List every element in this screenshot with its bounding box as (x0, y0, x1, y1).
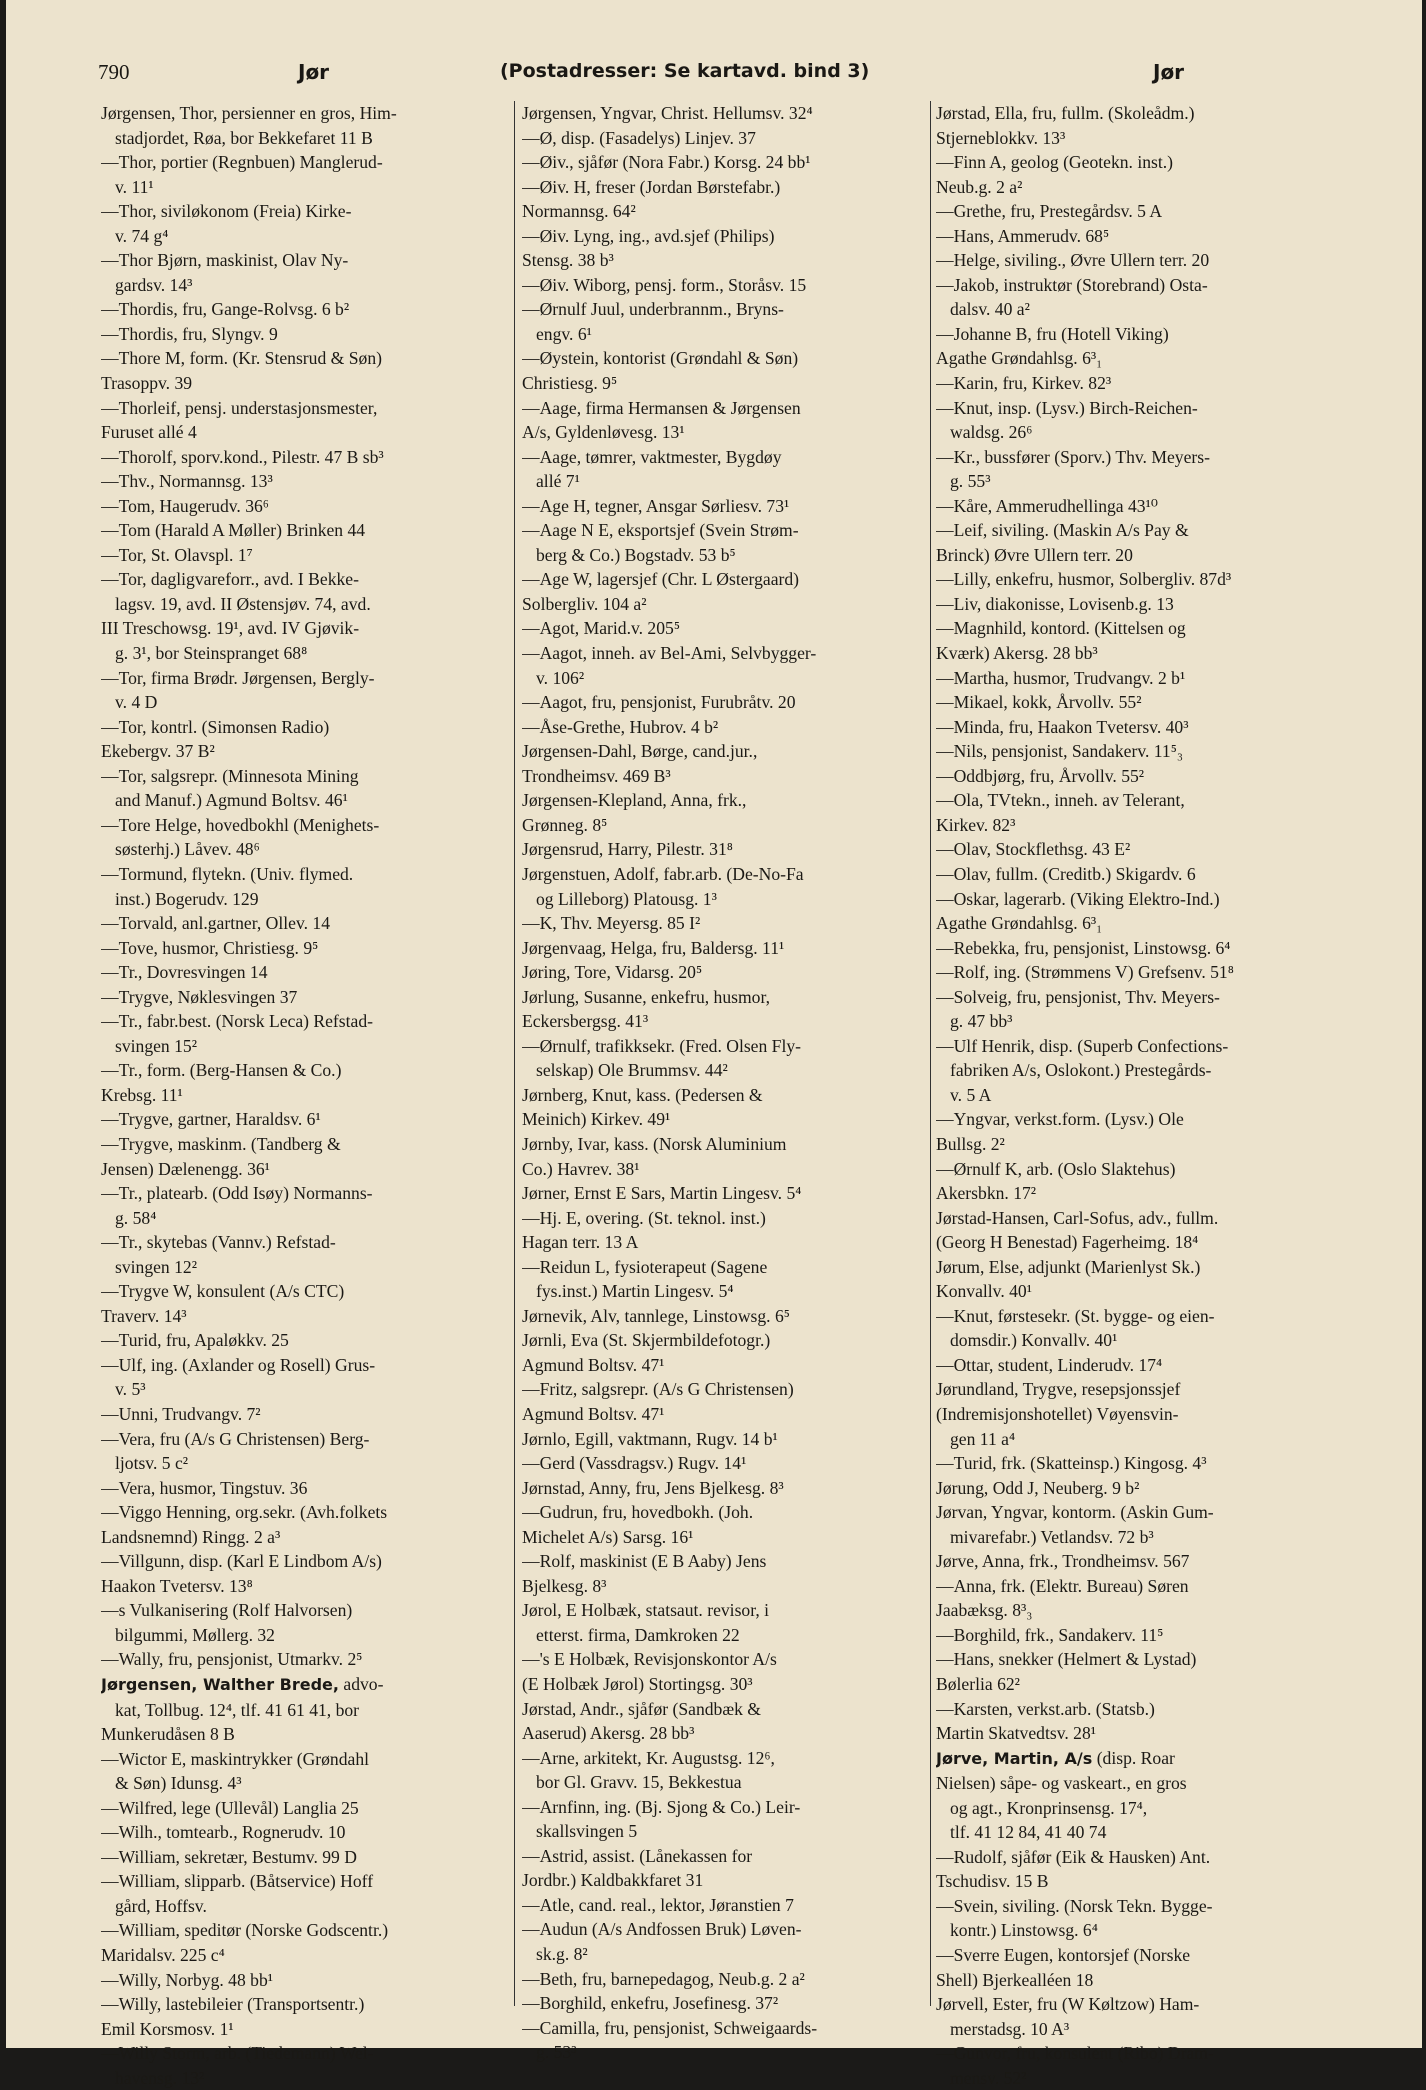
directory-line: mivarefabr.) Vetlandsv. 72 b³ (950, 1526, 1154, 1547)
directory-line: Martin Skatvedtsv. 28¹ (936, 1723, 1097, 1744)
directory-line: —Turid, frk. (Skatteinsp.) Kingosg. 4³ (936, 1453, 1207, 1474)
directory-line: —'s E Holbæk, Revisjonskontor A/s (522, 1649, 777, 1670)
directory-line: v. 74 g⁴ (115, 225, 169, 246)
directory-line: —Yngvar, verkst.form. (Lysv.) Ole (936, 1109, 1184, 1130)
directory-line: —Ø, disp. (Fasadelys) Linjev. 37 (522, 127, 756, 148)
directory-line: —K, Thv. Meyersg. 85 I² (522, 913, 701, 934)
directory-line: Tschudisv. 15 B (936, 1871, 1049, 1892)
directory-line: —Svein, siviling. (Norsk Tekn. Bygge- (936, 1895, 1213, 1916)
directory-line: Kværk) Akersg. 28 bb³ (936, 643, 1098, 664)
directory-line: —Gunvor, fru, konsulent (Ribo) Dram- (936, 2043, 1214, 2064)
directory-line: Jørgensen, Walther Brede, advo- (101, 1674, 384, 1694)
directory-line: v. 106² (536, 667, 585, 688)
directory-line: v. 5³ (115, 1379, 146, 1400)
directory-line: —Camilla, fru, pensjonist, Schweigaards- (522, 2017, 818, 2038)
directory-line: —Tormund, flytekn. (Univ. flymed. (101, 863, 354, 884)
directory-line: —Tore Helge, hovedbokhl (Menighets- (101, 814, 380, 835)
directory-line: g. 47 bb³ (950, 1011, 1013, 1032)
directory-line: —William, sekretær, Bestumv. 99 D (101, 1846, 357, 1867)
directory-line: Co.) Havrev. 38¹ (522, 1158, 640, 1179)
directory-line: (Indremisjonshotellet) Vøyensvin- (936, 1403, 1179, 1424)
directory-line: —Oddbjørg, fru, Årvollv. 55² (936, 765, 1145, 786)
directory-line: Jøring, Tore, Vidarsg. 20⁵ (522, 962, 703, 983)
directory-line: Jørnby, Ivar, kass. (Norsk Aluminium (522, 1133, 787, 1154)
directory-line: —Nils, pensjonist, Sandakerv. 11⁵₃ (936, 741, 1183, 762)
directory-line: and Manuf.) Agmund Boltsv. 46¹ (115, 790, 348, 811)
directory-line: —Wictor E, maskintrykker (Grøndahl (101, 1748, 370, 1769)
directory-line: Nielsen) såpe- og vaskeart., en gros (936, 1773, 1187, 1794)
directory-line: g. 3¹, bor Steinspranget 68⁸ (115, 643, 308, 664)
directory-line: —Torvald, anl.gartner, Ollev. 14 (101, 913, 330, 934)
directory-line: —Aage, tømrer, vaktmester, Bygdøy (522, 446, 782, 467)
column-2 (522, 101, 924, 2065)
directory-line: Jørnberg, Knut, kass. (Pedersen & (522, 1084, 763, 1105)
directory-line: —Olav, Stockflethsg. 43 E² (936, 839, 1131, 860)
directory-line: Normannsg. 64² (522, 201, 636, 222)
directory-line: —Aagot, inneh. av Bel-Ami, Selvbygger- (522, 643, 817, 664)
directory-line: Maridalsv. 225 c⁴ (101, 1945, 225, 1966)
directory-line: —Tom, Haugerudv. 36⁶ (101, 495, 269, 516)
directory-line: Jørner, Ernst E Sars, Martin Lingesv. 5⁴ (522, 1183, 802, 1204)
directory-line: Christiesg. 9⁵ (522, 373, 618, 394)
directory-line: Agathe Grøndahlsg. 6³₁ (936, 348, 1103, 369)
directory-line: tlf. 41 12 84, 41 40 74 (950, 1822, 1107, 1843)
directory-line: Solbergliv. 104 a² (522, 593, 647, 614)
directory-line: gardsv. 14³ (115, 274, 193, 295)
directory-line: gen 11 a⁴ (950, 1428, 1016, 1449)
directory-line: —Tr., platearb. (Odd Isøy) Normanns- (101, 1183, 373, 1204)
column-divider (514, 101, 515, 2006)
directory-line: Bjelkesg. 8³ (522, 1575, 607, 1596)
directory-line: berg & Co.) Bogstadv. 53 b⁵ (536, 544, 736, 565)
directory-line: Jørstad, Andr., sjåfør (Sandbæk & (522, 1698, 761, 1719)
directory-line: Agmund Boltsv. 47¹ (522, 1403, 665, 1424)
directory-line: Jordbr.) Kaldbakkfaret 31 (522, 1870, 704, 1891)
directory-line: v. 11¹ (115, 176, 154, 197)
directory-line: —Kåre, Ammerudhellinga 43¹⁰ (936, 495, 1158, 516)
directory-line: —Karsten, verkst.arb. (Statsb.) (936, 1698, 1155, 1719)
directory-line: —Aage N E, eksportsjef (Svein Strøm- (522, 520, 799, 541)
directory-line: engv. 6¹ (536, 323, 592, 344)
directory-line: Trondheimsv. 469 B³ (522, 765, 671, 786)
directory-line: Michelet A/s) Sarsg. 16¹ (522, 1526, 694, 1547)
directory-line: Jørnli, Eva (St. Skjermbildefotogr.) (522, 1330, 771, 1351)
directory-line: Jørnstad, Anny, fru, Jens Bjelkesg. 8³ (522, 1477, 784, 1498)
directory-line: —Karin, fru, Kirkev. 82³ (936, 373, 1112, 394)
directory-line: skallsvingen 5 (536, 1821, 638, 1842)
directory-line: Kirkev. 82³ (936, 814, 1016, 835)
directory-line: Jørstad-Hansen, Carl-Sofus, adv., fullm. (936, 1207, 1219, 1228)
directory-line: Jørgensen-Dahl, Børge, cand.jur., (522, 741, 758, 762)
directory-line: —Thor, siviløkonom (Freia) Kirke- (101, 201, 352, 222)
directory-line: Agmund Boltsv. 47¹ (522, 1354, 665, 1375)
directory-line: v. 5 A (950, 1084, 992, 1105)
directory-line: stadjordet, Røa, bor Bekkefaret 11 B (115, 127, 373, 148)
directory-line: og Lilleborg) Platousg. 1³ (536, 888, 717, 909)
directory-line: —Villgunn, disp. (Karl E Lindbom A/s) (101, 1551, 382, 1572)
directory-line: Jørgensen-Klepland, Anna, frk., (522, 790, 747, 811)
directory-line: inst.) Bogerudv. 129 (115, 888, 259, 909)
directory-line: —Trygve, gartner, Haraldsv. 6¹ (101, 1109, 321, 1130)
directory-line: —Liv, diakonisse, Lovisenb.g. 13 (936, 593, 1174, 614)
column-divider (930, 101, 931, 2006)
directory-line: —Borghild, frk., Sandakerv. 11⁵ (936, 1624, 1164, 1645)
directory-line: svingen 12² (115, 1256, 197, 1277)
directory-line: g. 53³ (536, 2042, 577, 2063)
directory-line: merstadsg. 10 A³ (950, 2018, 1070, 2039)
directory-line: Jaabæksg. 8³₃ (936, 1600, 1033, 1621)
directory-line: Neub.g. 2 a² (936, 176, 1023, 197)
directory-line: —Tove, husmor, Christiesg. 9⁵ (101, 937, 319, 958)
directory-line: —Thorleif, pensj. understasjonsmester, (101, 397, 378, 418)
directory-line: g. 58⁴ (115, 1207, 157, 1228)
directory-line: —Magnhild, kontord. (Kittelsen og (936, 618, 1186, 639)
directory-line: —Anna, frk. (Elektr. Bureau) Søren (936, 1575, 1189, 1596)
directory-line: —Turid, fru, Apaløkkv. 25 (101, 1330, 289, 1351)
directory-line: Krebsg. 11¹ (101, 1084, 183, 1105)
directory-line: —Atle, cand. real., lektor, Jøranstien 7 (522, 1894, 794, 1915)
directory-line: ljotsv. 5 c² (115, 1453, 189, 1474)
directory-line: (E Holbæk Jørol) Stortingsg. 30³ (522, 1674, 753, 1694)
directory-line: waldsg. 26⁶ (950, 422, 1033, 443)
directory-line: —Leif, siviling. (Maskin A/s Pay & (936, 520, 1189, 541)
directory-line: —Trygve W, konsulent (A/s CTC) (101, 1281, 345, 1302)
directory-line: —Reidun L, fysioterapeut (Sagene (522, 1256, 768, 1277)
directory-line: —Oskar, lagerarb. (Viking Elektro-Ind.) (936, 888, 1220, 909)
directory-line: Jørnlo, Egill, vaktmann, Rugv. 14 b¹ (522, 1428, 778, 1449)
directory-line: etterst. firma, Damkroken 22 (536, 1624, 740, 1645)
directory-line: —Øystein, kontorist (Grøndahl & Søn) (522, 348, 799, 369)
directory-line: —Viggo Henning, org.sekr. (Avh.folkets (101, 1502, 388, 1523)
directory-line: —Tom (Harald A Møller) Brinken 44 (101, 520, 366, 541)
directory-line: Ekebergv. 37 B² (101, 741, 215, 762)
directory-line: —Tr., fabr.best. (Norsk Leca) Refstad- (101, 1011, 373, 1032)
directory-line: Jørvan, Yngvar, kontorm. (Askin Gum- (936, 1502, 1214, 1523)
directory-line: Jørgensen, Yngvar, Christ. Hellumsv. 32⁴ (522, 103, 813, 123)
directory-line: A/s, Gyldenløvesg. 13¹ (522, 422, 685, 443)
directory-line: Jørnevik, Alv, tannlege, Linstowsg. 6⁵ (522, 1305, 790, 1326)
directory-line: —Tor, firma Brødr. Jørgensen, Bergly- (101, 667, 375, 688)
directory-line: —Wally, fru, pensjonist, Utmarkv. 2⁵ (101, 1649, 363, 1670)
directory-line: Agathe Grøndahlsg. 6³₁ (936, 913, 1103, 934)
directory-line: —Aage, firma Hermansen & Jørgensen (522, 397, 801, 418)
directory-line: kontr.) Linstowsg. 6⁴ (950, 1920, 1098, 1941)
directory-line: Jørgenvaag, Helga, fru, Baldersg. 11¹ (522, 937, 785, 958)
directory-line: Jørvell, Ester, fru (W Køltzow) Ham- (936, 1994, 1200, 2015)
directory-line: Grønneg. 8⁵ (522, 814, 608, 835)
directory-line: Konvallv. 40¹ (936, 1281, 1033, 1302)
header-left-keyword: Jør (298, 60, 330, 84)
directory-line: Traverv. 14³ (101, 1305, 187, 1326)
directory-line: —Solveig, fru, pensjonist, Thv. Meyers- (936, 986, 1220, 1007)
directory-line: —s Vulkanisering (Rolf Halvorsen) (101, 1600, 353, 1621)
directory-line: —Rolf, ing. (Strømmens V) Grefsenv. 51⁸ (936, 962, 1234, 983)
directory-line: —Øiv. Lyng, ing., avd.sjef (Philips) (522, 225, 775, 246)
directory-line: v. 4 D (115, 692, 158, 713)
directory-line: —Rolf, maskinist (E B Aaby) Jens (522, 1551, 767, 1572)
directory-line: —Åse-Grethe, Hubrov. 4 b² (522, 716, 719, 737)
directory-line: —Fritz, salgsrepr. (A/s G Christensen) (522, 1379, 794, 1400)
directory-line: —Trygve, Nøklesvingen 37 (101, 986, 298, 1007)
directory-line: —Arnfinn, ing. (Bj. Sjong & Co.) Leir- (522, 1796, 801, 1817)
directory-line: bor Gl. Gravv. 15, Bekkestua (536, 1772, 742, 1793)
header-center-note: (Postadresser: Se kartavd. bind 3) (500, 60, 870, 82)
directory-line: —Kr., bussfører (Sporv.) Thv. Meyers- (936, 446, 1210, 467)
directory-line: Jørum, Else, adjunkt (Marienlyst Sk.) (936, 1256, 1201, 1277)
directory-line: Emil Korsmosv. 1¹ (101, 2018, 234, 2039)
directory-line: domsdir.) Konvallv. 40¹ (950, 1330, 1118, 1351)
directory-line: og agt., Kronprinsensg. 17⁴, (950, 1797, 1148, 1818)
directory-line: Hagan terr. 13 A (522, 1232, 639, 1253)
column-1 (101, 101, 506, 2090)
directory-line: & Søn) Idunsg. 4³ (115, 1773, 242, 1794)
directory-line: Jørve, Anna, frk., Trondheimsv. 567 (936, 1551, 1190, 1572)
directory-line: bilgummi, Møllerg. 32 (115, 1624, 275, 1645)
directory-line: —Tor, dagligvareforr., avd. I Bekke- (101, 569, 359, 590)
directory-line: Bullsg. 2² (936, 1133, 1005, 1154)
directory-line: —Thordis, fru, Gange-Rolvsg. 6 b² (101, 299, 350, 320)
directory-line: —Tr., form. (Berg-Hansen & Co.) (101, 1060, 342, 1081)
directory-line: Trasoppv. 39 (101, 373, 193, 394)
directory-line: kat, Tollbug. 12⁴, tlf. 41 61 41, bor (115, 1699, 360, 1720)
directory-line: —Agot, Marid.v. 205⁵ (522, 618, 680, 639)
directory-line: Eckersbergsg. 41³ (522, 1011, 649, 1032)
directory-line: —Wilh., tomtearb., Rognerudv. 10 (101, 1822, 346, 1843)
directory-line: Bølerlia 62² (936, 1674, 1020, 1694)
directory-line: Munkerudåsen 8 B (101, 1724, 235, 1745)
directory-line: g. 55³ (950, 471, 991, 492)
directory-line: —Trygve, maskinm. (Tandberg & (101, 1133, 341, 1154)
directory-line: —William, slipparb. (Båtservice) Hoff (101, 1871, 374, 1892)
directory-line: —Thore M, form. (Kr. Stensrud & Søn) (101, 348, 382, 369)
directory-line: —Willy Storm, arb. (Tiedemann) Wel- (101, 2043, 374, 2064)
directory-line: —Thordis, fru, Slyngv. 9 (101, 323, 278, 344)
page-header (98, 60, 1338, 96)
directory-line: Akersbkn. 17² (936, 1183, 1037, 1204)
directory-line: —Rebekka, fru, pensjonist, Linstowsg. 6⁴ (936, 937, 1231, 958)
directory-line: lagsv. 19, avd. II Østensjøv. 74, avd. (115, 593, 371, 614)
directory-line: —Wilfred, lege (Ullevål) Langlia 25 (101, 1797, 359, 1818)
directory-line: —Tr., skytebas (Vannv.) Refstad- (101, 1232, 336, 1253)
directory-line: —Thorolf, sporv.kond., Pilestr. 47 B sb³ (101, 446, 384, 467)
directory-line: III Treschowsg. 19¹, avd. IV Gjøvik- (101, 618, 360, 639)
directory-line: Jørgensrud, Harry, Pilestr. 31⁸ (522, 839, 733, 860)
directory-line: —Willy, Norbyg. 48 bb¹ (101, 1969, 274, 1990)
directory-line: —Helge, siviling., Øvre Ullern terr. 20 (936, 250, 1210, 271)
directory-line: —Jakob, instruktør (Storebrand) Osta- (936, 274, 1208, 295)
directory-line: Stensg. 38 b³ (522, 250, 614, 271)
directory-line: Jørlung, Susanne, enkefru, husmor, (522, 986, 771, 1007)
directory-line: Haakon Tvetersv. 13⁸ (101, 1575, 253, 1596)
directory-line: —Age W, lagersjef (Chr. L Østergaard) (522, 569, 800, 590)
directory-line: —Knut, førstesekr. (St. bygge- og eien- (936, 1305, 1215, 1326)
directory-line: mensv. 52² (950, 2067, 1027, 2088)
directory-line: —Øiv. Wiborg, pensj. form., Storåsv. 15 (522, 274, 807, 295)
directory-line: Furuset allé 4 (101, 422, 197, 443)
directory-line: fabriken A/s, Oslokont.) Prestegårds- (950, 1060, 1212, 1081)
directory-line: —Grethe, fru, Prestegårdsv. 5 A (936, 201, 1163, 222)
directory-line: —William, speditør (Norske Godscentr.) (101, 1920, 389, 1941)
directory-line: havensg. 13² (115, 2067, 205, 2088)
directory-line: Landsnemnd) Ringg. 2 a³ (101, 1526, 281, 1547)
directory-line: —Unni, Trudvangv. 7² (101, 1403, 261, 1424)
directory-page (6, 0, 1422, 2088)
directory-line: —Sverre Eugen, kontorsjef (Norske (936, 1945, 1191, 1966)
directory-line: —Hans, snekker (Helmert & Lystad) (936, 1649, 1197, 1670)
directory-line: —Audun (A/s Andfossen Bruk) Løven- (522, 1919, 802, 1940)
directory-line: selskap) Ole Brummsv. 44² (536, 1060, 728, 1081)
directory-line: —Knut, insp. (Lysv.) Birch-Reichen- (936, 397, 1198, 418)
directory-line: —Vera, husmor, Tingstuv. 36 (101, 1477, 308, 1498)
directory-line: Jørundland, Trygve, resepsjonssjef (936, 1379, 1181, 1400)
directory-line: —Hj. E, overing. (St. teknol. inst.) (522, 1207, 766, 1228)
directory-line: —Gudrun, fru, hovedbokh. (Joh. (522, 1502, 754, 1523)
directory-line: —Martha, husmor, Trudvangv. 2 b¹ (936, 667, 1186, 688)
directory-line: —Thv., Normannsg. 13³ (101, 471, 273, 492)
directory-line: (Georg H Benestad) Fagerheimg. 18⁴ (936, 1232, 1199, 1253)
directory-line: Jørstad, Ella, fru, fullm. (Skoleådm.) (936, 103, 1195, 123)
directory-line: Jensen) Dælenengg. 36¹ (101, 1158, 270, 1179)
directory-line: Meinich) Kirkev. 49¹ (522, 1109, 671, 1130)
directory-line: —Age H, tegner, Ansgar Sørliesv. 73¹ (522, 495, 790, 516)
directory-line: —Rudolf, sjåfør (Eik & Hausken) Ant. (936, 1846, 1211, 1867)
directory-line: Jørve, Martin, A/s (disp. Roar (936, 1747, 1175, 1768)
directory-line: —Tr., Dovresvingen 14 (101, 962, 268, 983)
directory-line: —Ulf, ing. (Axlander og Rosell) Grus- (101, 1354, 376, 1375)
directory-line: —Mikael, kokk, Årvollv. 55² (936, 692, 1142, 713)
directory-line: —Finn A, geolog (Geotekn. inst.) (936, 152, 1174, 173)
directory-line: —Aagot, fru, pensjonist, Furubråtv. 20 (522, 692, 796, 713)
directory-line: gård, Hoffsv. (115, 1895, 207, 1916)
directory-line: —Ørnulf K, arb. (Oslo Slaktehus) (936, 1158, 1176, 1179)
directory-line: søsterhj.) Låvev. 48⁶ (115, 839, 260, 860)
directory-line: sk.g. 8² (536, 1944, 588, 1965)
page-number: 790 (98, 60, 130, 84)
directory-line: —Astrid, assist. (Lånekassen for (522, 1845, 753, 1866)
directory-line: dalsv. 40 a² (950, 299, 1030, 320)
directory-line: —Olav, fullm. (Creditb.) Skigardv. 6 (936, 863, 1196, 884)
directory-line: fys.inst.) Martin Lingesv. 5⁴ (536, 1281, 734, 1302)
directory-line: —Thor, portier (Regnbuen) Manglerud- (101, 152, 383, 173)
directory-line: allé 7¹ (536, 471, 580, 492)
directory-line: —Thor Bjørn, maskinist, Olav Ny- (101, 250, 349, 271)
directory-line: —Ola, TVtekn., inneh. av Telerant, (936, 790, 1185, 811)
directory-line: —Tor, salgsrepr. (Minnesota Mining (101, 765, 359, 786)
directory-line: —Ottar, student, Linderudv. 17⁴ (936, 1354, 1163, 1375)
directory-line: Shell) Bjerkealléen 18 (936, 1969, 1094, 1990)
directory-line: —Borghild, enkefru, Josefinesg. 37² (522, 1993, 779, 2014)
directory-line: Jørgenstuen, Adolf, fabr.arb. (De-No-Fa (522, 863, 804, 884)
directory-line: Stjerneblokkv. 13³ (936, 127, 1066, 148)
directory-line: —Tor, kontrl. (Simonsen Radio) (101, 716, 330, 737)
directory-line: —Vera, fru (A/s G Christensen) Berg- (101, 1428, 370, 1449)
directory-line: —Ørnulf, trafikksekr. (Fred. Olsen Fly- (522, 1035, 802, 1056)
directory-line: —Ørnulf Juul, underbrannm., Bryns- (522, 299, 784, 320)
directory-line: —Beth, fru, barnepedagog, Neub.g. 2 a² (522, 1968, 805, 1989)
directory-line: —Minda, fru, Haakon Tvetersv. 40³ (936, 716, 1189, 737)
directory-line: —Johanne B, fru (Hotell Viking) (936, 323, 1169, 344)
directory-line: —Øiv., sjåfør (Nora Fabr.) Korsg. 24 bb¹ (522, 152, 811, 173)
directory-line: Aaserud) Akersg. 28 bb³ (522, 1723, 695, 1744)
directory-line: Jørung, Odd J, Neuberg. 9 b² (936, 1477, 1140, 1498)
directory-line: —Willy, lastebileier (Transportsentr.) (101, 1994, 365, 2015)
directory-line: —Lilly, enkefru, husmor, Solbergliv. 87d³ (936, 569, 1232, 590)
directory-line: —Tor, St. Olavspl. 1⁷ (101, 544, 253, 565)
directory-line: svingen 15² (115, 1035, 197, 1056)
directory-line: Jørol, E Holbæk, statsaut. revisor, i (522, 1600, 770, 1621)
directory-line: Brinck) Øvre Ullern terr. 20 (936, 544, 1133, 565)
directory-line: —Hans, Ammerudv. 68⁵ (936, 225, 1110, 246)
header-right-keyword: Jør (1153, 60, 1185, 84)
directory-line: —Øiv. H, freser (Jordan Børstefabr.) (522, 176, 781, 197)
directory-line: —Ulf Henrik, disp. (Superb Confections- (936, 1035, 1229, 1056)
directory-line: Jørgensen, Thor, persienner en gros, Him- (101, 103, 397, 123)
directory-line: —Arne, arkitekt, Kr. Augustsg. 12⁶, (522, 1747, 775, 1768)
directory-line: —Gerd (Vassdragsv.) Rugv. 14¹ (522, 1453, 747, 1474)
column-3 (936, 101, 1341, 2090)
